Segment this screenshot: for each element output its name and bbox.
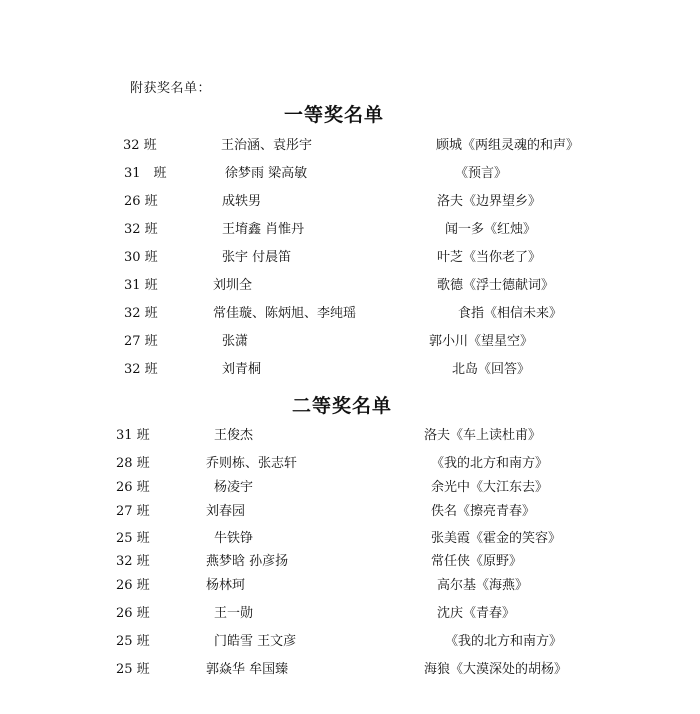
- table-row: [0, 604, 700, 624]
- names-cell: 张潇: [222, 334, 249, 349]
- table-row: [0, 164, 700, 184]
- table-row: [0, 576, 700, 596]
- table-row: [0, 632, 700, 652]
- class-cell: 32 班: [124, 306, 158, 321]
- work-cell: 食指《相信未来》: [458, 306, 563, 321]
- names-cell: 燕梦晗 孙彦扬: [206, 554, 289, 569]
- work-cell: 《预言》: [455, 166, 508, 181]
- table-row: [0, 552, 700, 572]
- names-cell: 刘青桐: [222, 362, 262, 377]
- names-cell: 成轶男: [222, 194, 262, 209]
- names-cell: 郭焱华 牟国臻: [206, 662, 289, 677]
- work-cell: 余光中《大江东去》: [431, 480, 549, 495]
- names-cell: 门皓雪 王文彦: [214, 634, 297, 649]
- names-cell: 杨凌宇: [214, 480, 254, 495]
- class-cell: 27 班: [124, 334, 158, 349]
- class-cell: 32 班: [124, 362, 158, 377]
- class-cell: 26 班: [116, 480, 150, 495]
- table-row: [0, 248, 700, 268]
- names-cell: 徐梦雨 梁高敏: [225, 166, 308, 181]
- class-cell: 32 班: [116, 554, 150, 569]
- class-cell: 31 班: [116, 428, 150, 443]
- table-row: [0, 220, 700, 240]
- class-cell: 28 班: [116, 456, 150, 471]
- work-cell: 闻一多《红烛》: [445, 222, 537, 237]
- class-cell: 27 班: [116, 504, 150, 519]
- class-cell: 32 班: [123, 138, 157, 153]
- names-cell: 常佳璇、陈炳旭、李纯瑶: [213, 306, 357, 321]
- class-cell: 31 班: [124, 278, 158, 293]
- names-cell: 王俊杰: [214, 428, 254, 443]
- work-cell: 《我的北方和南方》: [431, 456, 549, 471]
- class-cell: 25 班: [116, 531, 150, 546]
- table-row: [0, 276, 700, 296]
- table-row: [0, 304, 700, 324]
- work-cell: 北岛《回答》: [452, 362, 531, 377]
- table-row: [0, 529, 700, 549]
- table-row: [0, 136, 699, 156]
- work-cell: 歌德《浮士德献词》: [437, 278, 555, 293]
- names-cell: 杨林珂: [206, 578, 246, 593]
- work-cell: 常任侠《原野》: [431, 554, 523, 569]
- class-cell: 26 班: [124, 194, 158, 209]
- class-cell: 32 班: [124, 222, 158, 237]
- table-row: [0, 660, 700, 680]
- table-row: [0, 502, 700, 522]
- table-row: [0, 478, 700, 498]
- work-cell: 沈庆《青春》: [437, 606, 516, 621]
- table-row: [0, 360, 700, 380]
- work-cell: 洛夫《边界望乡》: [437, 194, 542, 209]
- class-cell: 26 班: [116, 606, 150, 621]
- names-cell: 刘春园: [206, 504, 246, 519]
- second-prize-title: 二等奖名单: [292, 395, 393, 417]
- table-row: [0, 192, 700, 212]
- names-cell: 刘圳全: [213, 278, 253, 293]
- class-cell: 30 班: [124, 250, 158, 265]
- work-cell: 张美霞《霍金的笑容》: [431, 531, 562, 546]
- work-cell: 郭小川《望星空》: [429, 334, 534, 349]
- names-cell: 王治涵、袁彤宇: [221, 138, 313, 153]
- work-cell: 顾城《两组灵魂的和声》: [436, 138, 580, 153]
- intro-label: 附获奖名单：: [130, 81, 212, 96]
- first-prize-title: 一等奖名单: [284, 104, 385, 126]
- work-cell: 高尔基《海燕》: [437, 578, 529, 593]
- work-cell: 海狼《大漠深处的胡杨》: [424, 662, 568, 677]
- class-cell: 26 班: [116, 578, 150, 593]
- names-cell: 王一勋: [214, 606, 254, 621]
- work-cell: 洛夫《车上读杜甫》: [424, 428, 542, 443]
- names-cell: 牛铁铮: [214, 531, 254, 546]
- work-cell: 叶芝《当你老了》: [437, 250, 542, 265]
- class-cell: 25 班: [116, 634, 150, 649]
- class-cell: 31 班: [124, 166, 167, 181]
- table-row: [0, 426, 700, 446]
- class-cell: 25 班: [116, 662, 150, 677]
- names-cell: 王堉鑫 肖惟丹: [222, 222, 305, 237]
- names-cell: 乔则栋、张志轩: [206, 456, 298, 471]
- work-cell: 佚名《擦亮青春》: [431, 504, 536, 519]
- work-cell: 《我的北方和南方》: [445, 634, 563, 649]
- names-cell: 张宇 付晨笛: [222, 250, 292, 265]
- table-row: [0, 332, 700, 352]
- table-row: [0, 454, 700, 474]
